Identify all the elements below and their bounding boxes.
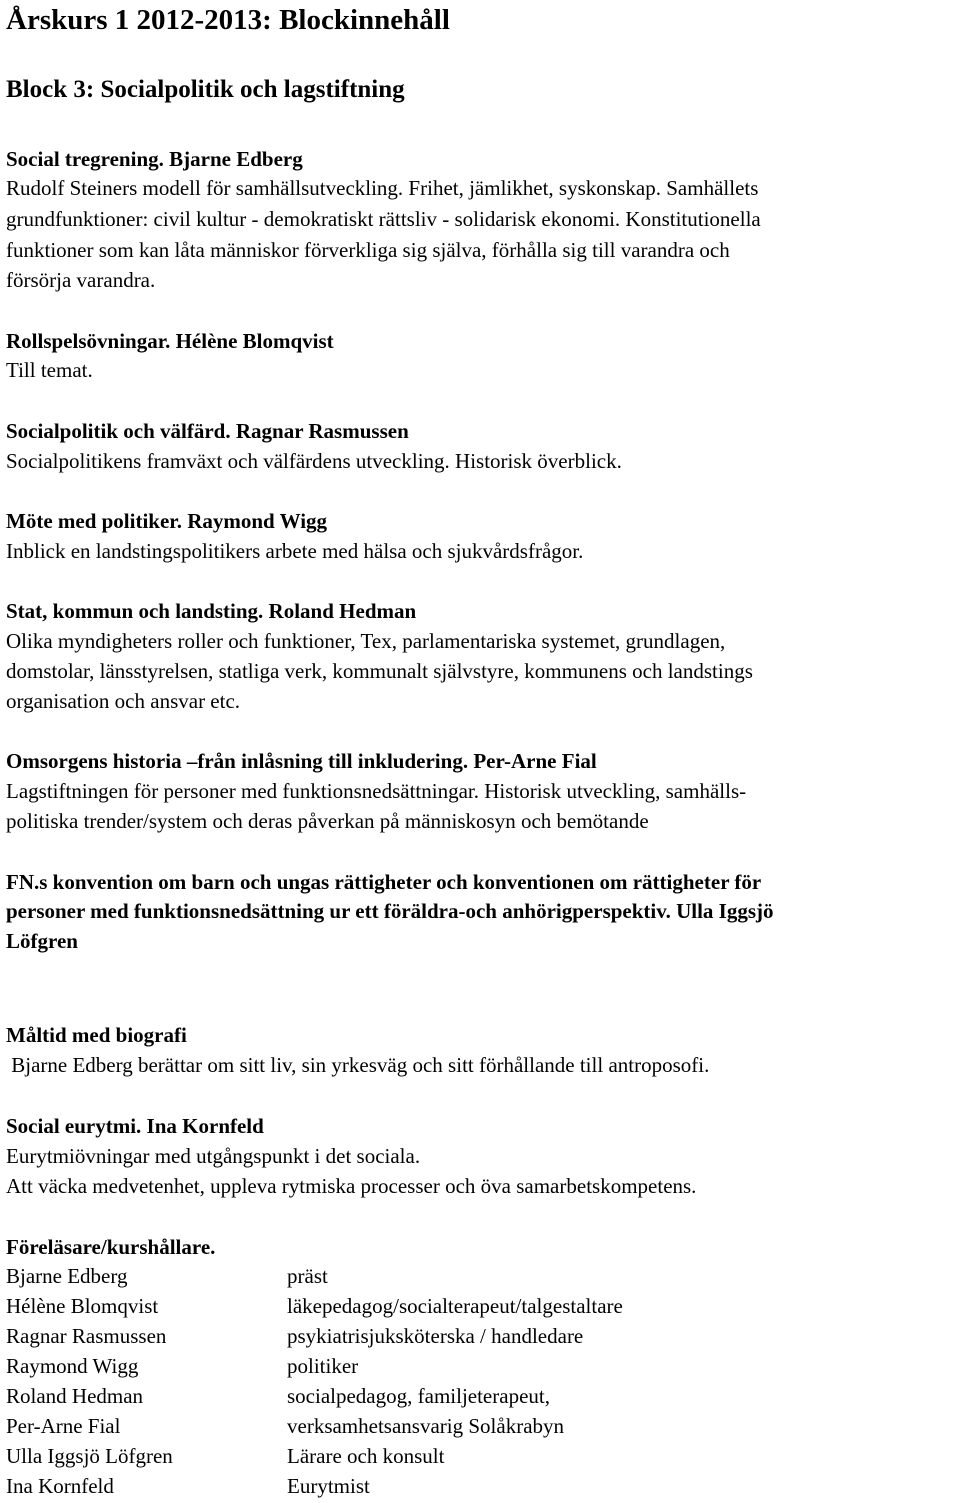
section-text-line: domstolar, länsstyrelsen, statliga verk, kommunalt självstyre, kommunens och landstings <box>6 659 753 683</box>
section-heading-line: FN.s konvention om barn och ungas rättigheter och konventionen om rättigheter för <box>6 870 762 894</box>
section-text-line: Till temat. <box>6 358 93 382</box>
lecturer-role: verksamhetsansvarig Solåkrabyn <box>287 1414 565 1438</box>
section-text-line: Socialpolitikens framväxt och välfärdens utveckling. Historisk överblick. <box>6 449 622 473</box>
section-text-line: Att väcka medvetenhet, uppleva rytmiska processer och öva samarbetskompetens. <box>6 1174 697 1198</box>
section-heading: Social tregrening. Bjarne Edberg <box>6 147 303 171</box>
section-text-line: försörja varandra. <box>6 268 156 292</box>
lecturer-name: Hélène Blomqvist <box>6 1294 159 1318</box>
lecturer-name: Bjarne Edberg <box>6 1264 128 1288</box>
section-text-line: grundfunktioner: civil kultur - demokratiskt rättsliv - solidarisk ekonomi. Konstitutionella <box>6 207 761 231</box>
lecturer-name: Ragnar Rasmussen <box>6 1324 167 1348</box>
section-heading: Rollspelsövningar. Hélène Blomqvist <box>6 329 334 353</box>
section-text-line: politiska trender/system och deras påverkan på människosyn och bemötande <box>6 809 649 833</box>
lecturer-name: Per-Arne Fial <box>6 1414 121 1438</box>
section-heading: Stat, kommun och landsting. Roland Hedman <box>6 599 417 623</box>
lecturer-role: läkepedagog/socialterapeut/talgestaltare <box>287 1294 623 1318</box>
lecturer-role: politiker <box>287 1354 359 1378</box>
lecturer-name: Roland Hedman <box>6 1384 144 1408</box>
section-heading-line: personer med funktionsnedsättning ur ett föräldra-och anhörigperspektiv. Ulla Iggsjö <box>6 899 774 923</box>
lecturer-role: socialpedagog, familjeterapeut, <box>287 1384 550 1408</box>
lecturer-role: Eurytmist <box>287 1474 370 1498</box>
lecturer-name: Ina Kornfeld <box>6 1474 114 1498</box>
lecturers-heading: Föreläsare/kurshållare. <box>6 1235 216 1259</box>
lecturer-name: Raymond Wigg <box>6 1354 139 1378</box>
section-heading: Måltid med biografi <box>6 1023 187 1047</box>
section-heading: Socialpolitik och välfärd. Ragnar Rasmussen <box>6 419 409 443</box>
section-text-line: funktioner som kan låta människor förverkliga sig själva, förhålla sig till varandra och <box>6 238 730 262</box>
section-text-line: Eurytmiövningar med utgångspunkt i det sociala. <box>6 1144 421 1168</box>
section-text-line: Rudolf Steiners modell för samhällsutveckling. Frihet, jämlikhet, syskonskap. Samhällets <box>6 176 759 200</box>
lecturer-role: präst <box>287 1264 328 1288</box>
section-heading-line: Löfgren <box>6 929 78 953</box>
section-heading: Social eurytmi. Ina Kornfeld <box>6 1114 264 1138</box>
lecturer-role: Lärare och konsult <box>287 1444 445 1468</box>
section-text-line: organisation och ansvar etc. <box>6 689 241 713</box>
section-heading: Omsorgens historia –från inlåsning till inkludering. Per-Arne Fial <box>6 749 597 773</box>
section-text-line: Bjarne Edberg berättar om sitt liv, sin yrkesväg och sitt förhållande till antroposofi. <box>6 1053 710 1077</box>
section-heading: Möte med politiker. Raymond Wigg <box>6 509 328 533</box>
section-text-line: Olika myndigheters roller och funktioner, Tex, parlamentariska systemet, grundlagen, <box>6 629 726 653</box>
section-text-line: Lagstiftningen för personer med funktionsnedsättningar. Historisk utveckling, samhälls- <box>6 779 747 803</box>
lecturer-name: Ulla Iggsjö Löfgren <box>6 1444 173 1468</box>
section-text-line: Inblick en landstingspolitikers arbete med hälsa och sjukvårdsfrågor. <box>6 539 584 563</box>
block-title: Block 3: Socialpolitik och lagstiftning <box>6 76 405 103</box>
lecturer-role: psykiatrisjuksköterska / handledare <box>287 1324 584 1348</box>
page-title: Årskurs 1 2012-2013: Blockinnehåll <box>6 4 450 36</box>
